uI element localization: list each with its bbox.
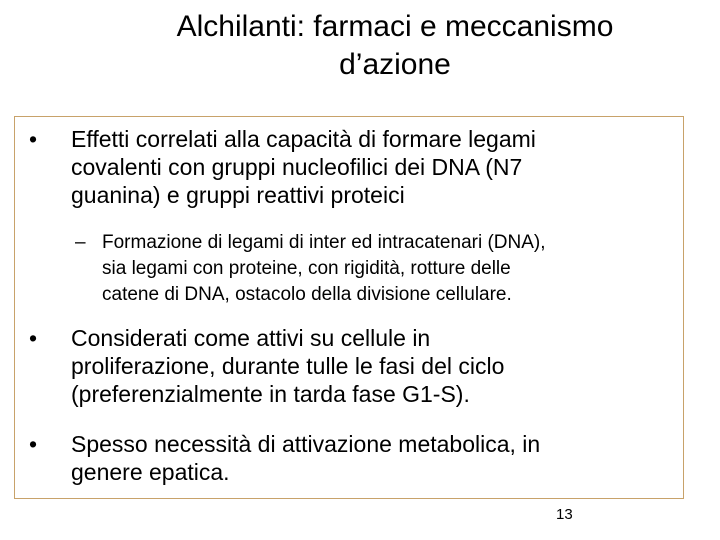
bullet-line: Spesso necessità di attivazione metabolica, in [71, 431, 541, 457]
bullet-text [71, 430, 681, 486]
bullet-line: guanina) e gruppi reattivi proteici [71, 182, 405, 208]
slide-title-line-2: d’azione [339, 48, 451, 81]
bullet-text [71, 125, 681, 209]
bullet-marker: • [29, 431, 38, 457]
bullet-line: proliferazione, durante tulle le fasi del ciclo [71, 353, 505, 379]
slide-title-line-1: Alchilanti: farmaci e meccanismo [176, 10, 614, 43]
sub-bullet-marker: – [75, 232, 86, 253]
bullet-text [71, 324, 681, 408]
sub-bullet-line: catene di DNA, ostacolo della divisione cellulare. [102, 284, 512, 305]
bullet-line: genere epatica. [71, 459, 230, 485]
bullet-line: (preferenzialmente in tarda fase G1-S). [71, 381, 470, 407]
bullet-line: Effetti correlati alla capacità di formare legami [71, 126, 536, 152]
bullet-line: covalenti con gruppi nucleofilici dei DNA (N7 [71, 154, 523, 180]
bullet-marker: • [29, 325, 38, 351]
bullet-line: Considerati come attivi su cellule in [71, 325, 431, 351]
slide-title [100, 8, 690, 84]
content-box [14, 116, 684, 499]
sub-bullet-line: Formazione di legami di inter ed intracatenari (DNA), [102, 232, 546, 253]
page-number: 13 [556, 506, 573, 523]
sub-bullet-line: sia legami con proteine, con rigidità, rotture delle [102, 258, 511, 279]
sub-bullet-text [102, 230, 682, 308]
bullet-marker: • [29, 126, 38, 152]
